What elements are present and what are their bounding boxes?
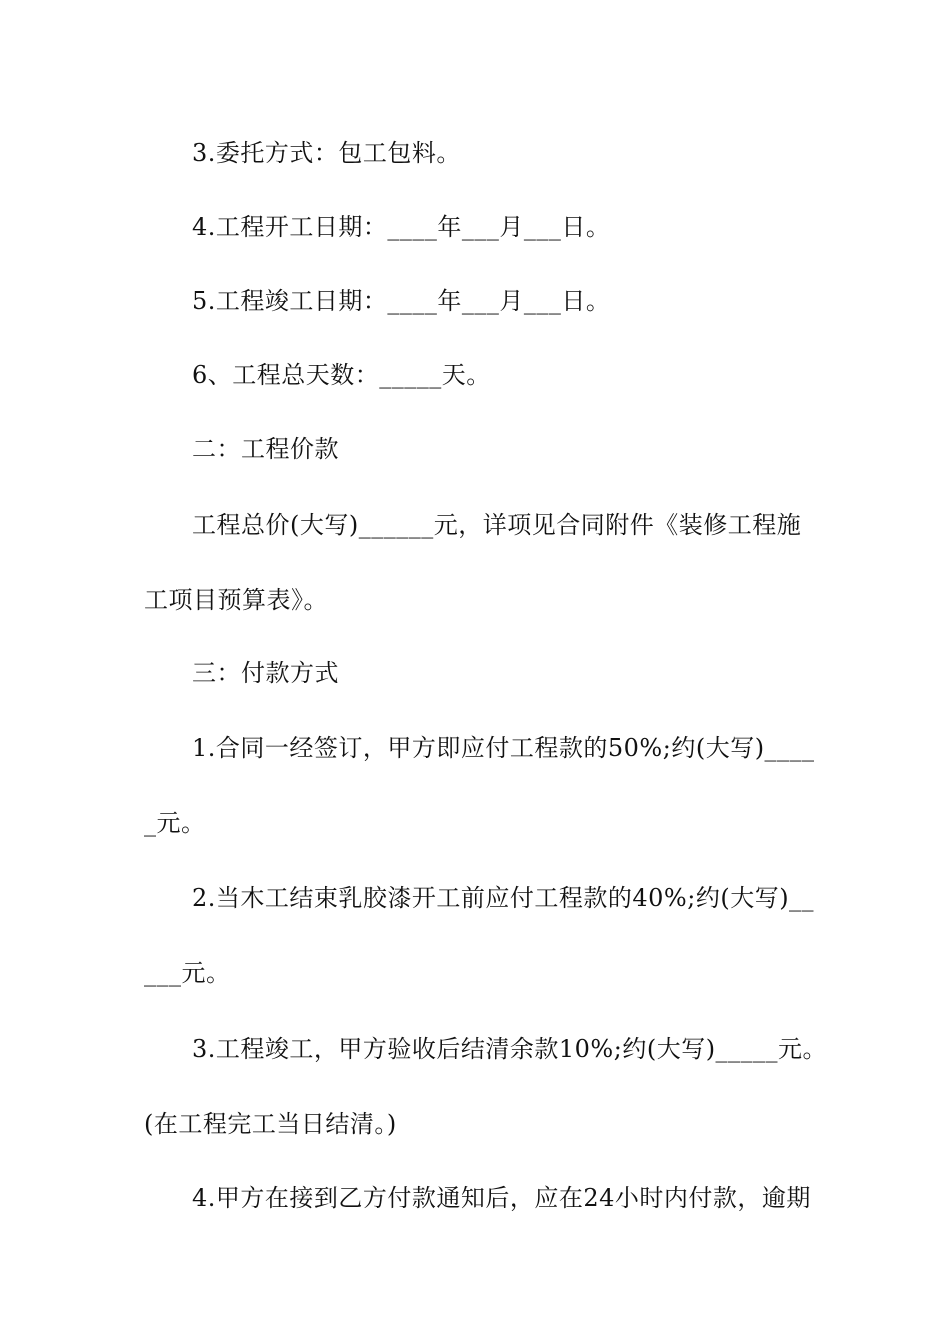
clause-total-days: 6、工程总天数：_____天。 [192, 361, 491, 389]
clause-entrust-method: 3.委托方式：包工包料。 [192, 139, 461, 167]
clause-payment-4: 4.甲方在接到乙方付款通知后，应在24小时内付款，逾期 [192, 1184, 811, 1212]
clause-payment-2: 2.当木工结束乳胶漆开工前应付工程款的40%;约(大写)__ [192, 884, 815, 912]
clause-payment-1-continued: _元。 [144, 809, 206, 837]
clause-payment-3: 3.工程竣工，甲方验收后结清余款10%;约(大写)_____元。 [192, 1035, 828, 1063]
clause-start-date: 4.工程开工日期：____年___月___日。 [192, 213, 611, 241]
clause-payment-2-continued: ___元。 [144, 959, 231, 987]
clause-total-price: 工程总价(大写)______元，详项见合同附件《装修工程施 [192, 511, 802, 539]
clause-payment-1: 1.合同一经签订，甲方即应付工程款的50%;约(大写)____ [192, 734, 815, 762]
clause-completion-date: 5.工程竣工日期：____年___月___日。 [192, 287, 611, 315]
section-heading-payment: 三：付款方式 [192, 659, 339, 687]
clause-payment-3-continued: (在工程完工当日结清。) [144, 1110, 397, 1138]
section-heading-price: 二：工程价款 [192, 435, 339, 463]
clause-total-price-continued: 工项目预算表》。 [144, 586, 328, 614]
